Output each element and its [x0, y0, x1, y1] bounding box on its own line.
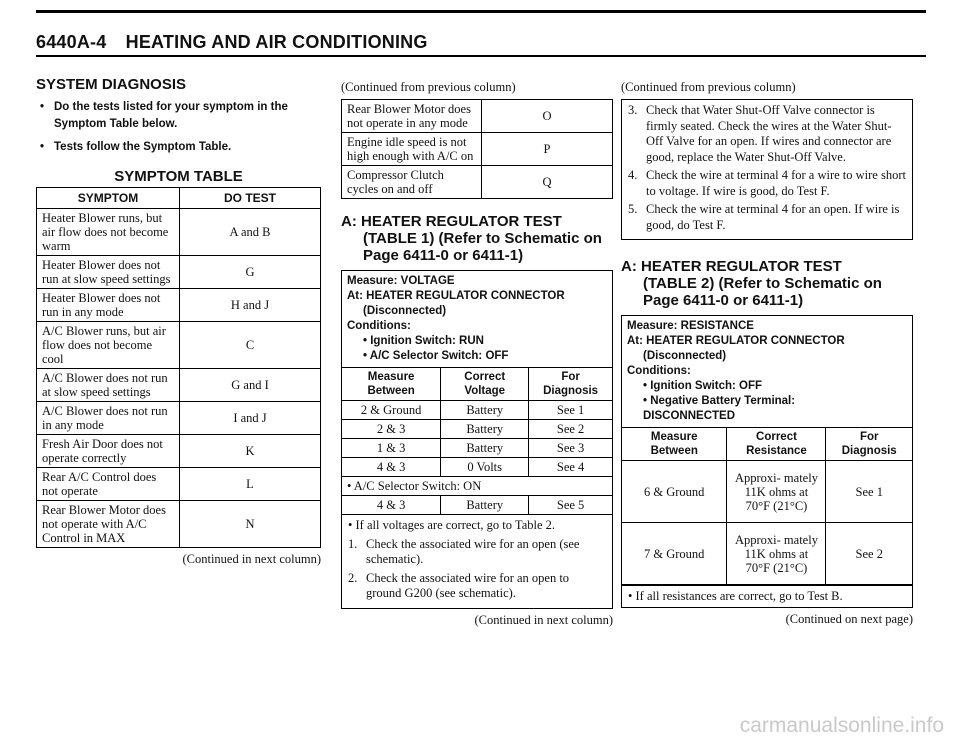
voltage-cell: Battery	[441, 401, 529, 420]
between-cell: 4 & 3	[342, 496, 441, 515]
condition-item: • Ignition Switch: RUN	[363, 335, 484, 347]
test-cell: Q	[482, 166, 613, 199]
instruction-list	[36, 99, 321, 156]
correct-voltage-header: Correct Voltage	[441, 368, 529, 401]
measure-between-header: Measure Between	[622, 428, 727, 461]
step-item: 4. Check the wire at terminal 4 for a wire to wire short to voltage. If wire is good, do Test F.	[628, 168, 906, 198]
table-row	[622, 523, 912, 585]
test-cell: I and J	[180, 402, 321, 435]
symptom-table-title: SYMPTOM TABLE	[114, 168, 243, 185]
section-subtitle: Page 6411-0 or 6411-1)	[643, 292, 804, 309]
step-text: Check the associated wire for an open (see schematic).	[366, 537, 580, 566]
step-item: 2. Check the associated wire for an open to ground G200 (see schematic).	[348, 571, 570, 600]
voltage-cell: Battery	[441, 439, 529, 458]
note-all-correct: • If all voltages are correct, go to Table 2.	[348, 518, 556, 532]
table-row	[37, 256, 321, 289]
test-cell: L	[180, 468, 321, 501]
measure-label: Measure: RESISTANCE	[627, 320, 754, 332]
heater-regulator-test-heading	[621, 258, 913, 309]
test-cell: G and I	[180, 369, 321, 402]
test-cell: H and J	[180, 289, 321, 322]
disconnected-label: (Disconnected)	[363, 305, 447, 317]
test-cell: A and B	[180, 209, 321, 256]
page-header	[36, 32, 442, 53]
between-cell: 4 & 3	[342, 458, 441, 477]
test-table-2	[621, 315, 913, 608]
symptom-cell: A/C Blower does not run at slow speed settings	[37, 369, 180, 402]
at-label: At: HEATER REGULATOR CONNECTOR	[347, 290, 565, 302]
top-rule	[36, 10, 926, 13]
table-row	[342, 166, 613, 199]
test-cell: O	[482, 100, 613, 133]
do-test-header: DO TEST	[180, 188, 321, 209]
page-number: 6440A-4	[36, 32, 107, 52]
diag-cell: See 5	[529, 496, 612, 515]
continued-note: (Continued on next page)	[785, 612, 913, 626]
disconnected-label: (Disconnected)	[643, 350, 727, 362]
symptom-cell: Rear Blower Motor does not operate in any mode	[342, 100, 482, 133]
column-3	[621, 70, 913, 627]
test-cell: C	[180, 322, 321, 369]
voltage-cell: 0 Volts	[441, 458, 529, 477]
continued-note: (Continued in next column)	[182, 552, 321, 566]
table-row	[342, 496, 612, 515]
conditions-label: Conditions:	[347, 320, 411, 332]
test-cell: N	[180, 501, 321, 548]
instruction-item: • Do the tests listed for your symptom in the Symptom Table below.	[36, 99, 321, 133]
diag-cell: See 1	[529, 401, 612, 420]
symptom-table-continued	[341, 99, 613, 199]
column-1	[36, 70, 321, 567]
table-row	[342, 458, 612, 477]
test-conditions	[622, 316, 912, 427]
diagnosis-steps	[621, 99, 913, 240]
symptom-header: SYMPTOM	[37, 188, 180, 209]
instruction-item: • Tests follow the Symptom Table.	[36, 139, 321, 156]
diagnosis-notes	[342, 515, 612, 608]
diag-cell: See 3	[529, 439, 612, 458]
step-text: Check the associated wire for an open to ground G200 (see schematic).	[366, 571, 570, 600]
diag-cell: See 4	[529, 458, 612, 477]
table-row	[622, 461, 912, 523]
table-row	[37, 402, 321, 435]
at-label: At: HEATER REGULATOR CONNECTOR	[627, 335, 845, 347]
between-cell: 6 & Ground	[622, 461, 727, 523]
table-row	[37, 289, 321, 322]
table-row	[37, 501, 321, 548]
between-cell: 1 & 3	[342, 439, 441, 458]
header-rule	[36, 55, 926, 57]
selector-on-label: • A/C Selector Switch: ON	[342, 477, 612, 496]
resistance-cell: Approxi- mately 11K ohms at 70°F (21°C)	[727, 461, 826, 523]
diag-cell: See 2	[529, 420, 612, 439]
table-row	[342, 439, 612, 458]
table-row	[37, 322, 321, 369]
resistance-cell: Approxi- mately 11K ohms at 70°F (21°C)	[727, 523, 826, 585]
test-conditions	[342, 271, 612, 367]
diag-cell: See 2	[826, 523, 912, 585]
condition-item: • Negative Battery Terminal:	[643, 395, 796, 407]
selector-on-row	[342, 477, 612, 496]
section-title: A: HEATER REGULATOR TEST	[621, 258, 842, 275]
voltage-table	[342, 367, 612, 515]
system-diagnosis-heading: SYSTEM DIAGNOSIS	[36, 76, 187, 93]
test-table-1	[341, 270, 613, 609]
step-item: 5. Check the wire at terminal 4 for an open. If wire is good, do Test F.	[628, 202, 900, 232]
test-cell: P	[482, 133, 613, 166]
symptom-cell: Rear A/C Control does not operate	[37, 468, 180, 501]
step-text: Check the wire at terminal 4 for an open. If wire is good, do Test F.	[646, 202, 900, 232]
symptom-cell: Rear Blower Motor does not operate with A/C Control in MAX	[37, 501, 180, 548]
step-text: Check that Water Shut-Off Valve connector is firmly seated. Check the wires at the Water Shut-Off Valve for an open. If wires and connector are good, replace the Water Shut-Off Valve.	[646, 103, 892, 164]
continued-from-note: (Continued from previous column)	[621, 80, 796, 94]
symptom-cell: Heater Blower does not run at slow speed settings	[37, 256, 180, 289]
symptom-cell: Engine idle speed is not high enough with A/C on	[342, 133, 482, 166]
between-cell: 2 & 3	[342, 420, 441, 439]
section-subtitle: Page 6411-0 or 6411-1)	[363, 247, 524, 264]
diag-cell: See 1	[826, 461, 912, 523]
between-cell: 7 & Ground	[622, 523, 727, 585]
conditions-label: Conditions:	[627, 365, 691, 377]
measure-label: Measure: VOLTAGE	[347, 275, 455, 287]
table-row	[342, 133, 613, 166]
for-diagnosis-header: For Diagnosis	[826, 428, 912, 461]
voltage-cell: Battery	[441, 420, 529, 439]
table-row	[342, 420, 612, 439]
test-cell: K	[180, 435, 321, 468]
for-diagnosis-header: For Diagnosis	[529, 368, 612, 401]
section-subtitle: (TABLE 2) (Refer to Schematic on	[643, 275, 882, 292]
continued-note: (Continued in next column)	[474, 613, 613, 627]
measure-between-header: Measure Between	[342, 368, 441, 401]
correct-resistance-header: Correct Resistance	[727, 428, 826, 461]
condition-item: • Ignition Switch: OFF	[643, 380, 763, 392]
column-2	[341, 70, 613, 628]
table-row	[342, 401, 612, 420]
symptom-table	[36, 187, 321, 548]
test-cell: G	[180, 256, 321, 289]
section-title: A: HEATER REGULATOR TEST	[341, 213, 562, 230]
condition-item: • A/C Selector Switch: OFF	[363, 350, 509, 362]
table-row	[342, 100, 613, 133]
symptom-cell: Compressor Clutch cycles on and off	[342, 166, 482, 199]
symptom-cell: Heater Blower does not run in any mode	[37, 289, 180, 322]
section-subtitle: (TABLE 1) (Refer to Schematic on	[363, 230, 602, 247]
step-item: 3. Check that Water Shut-Off Valve connector is firmly seated. Check the wires at the Water Shut-Off Valve for an open. If wires and connector are good, replace the Water Shut-Off Valve.	[628, 103, 892, 164]
note-all-correct: • If all resistances are correct, go to Test B.	[622, 585, 912, 607]
between-cell: 2 & Ground	[342, 401, 441, 420]
page-title: HEATING AND AIR CONDITIONING	[125, 32, 428, 52]
symptom-cell: A/C Blower does not run in any mode	[37, 402, 180, 435]
symptom-cell: Fresh Air Door does not operate correctly	[37, 435, 180, 468]
step-item: 1. Check the associated wire for an open (see schematic).	[348, 537, 580, 566]
step-text: Check the wire at terminal 4 for a wire to wire short to voltage. If wire is good, do Test F.	[646, 168, 906, 198]
resistance-table	[622, 427, 912, 585]
table-row	[37, 209, 321, 256]
watermark: carmanualsonline.info	[739, 714, 944, 737]
heater-regulator-test-heading	[341, 213, 613, 264]
continued-from-note: (Continued from previous column)	[341, 80, 516, 94]
symptom-cell: A/C Blower runs, but air flow does not become cool	[37, 322, 180, 369]
table-row	[37, 435, 321, 468]
table-row	[37, 369, 321, 402]
symptom-cell: Heater Blower runs, but air flow does not become warm	[37, 209, 180, 256]
table-row	[37, 468, 321, 501]
condition-item: DISCONNECTED	[643, 410, 736, 422]
voltage-cell: Battery	[441, 496, 529, 515]
